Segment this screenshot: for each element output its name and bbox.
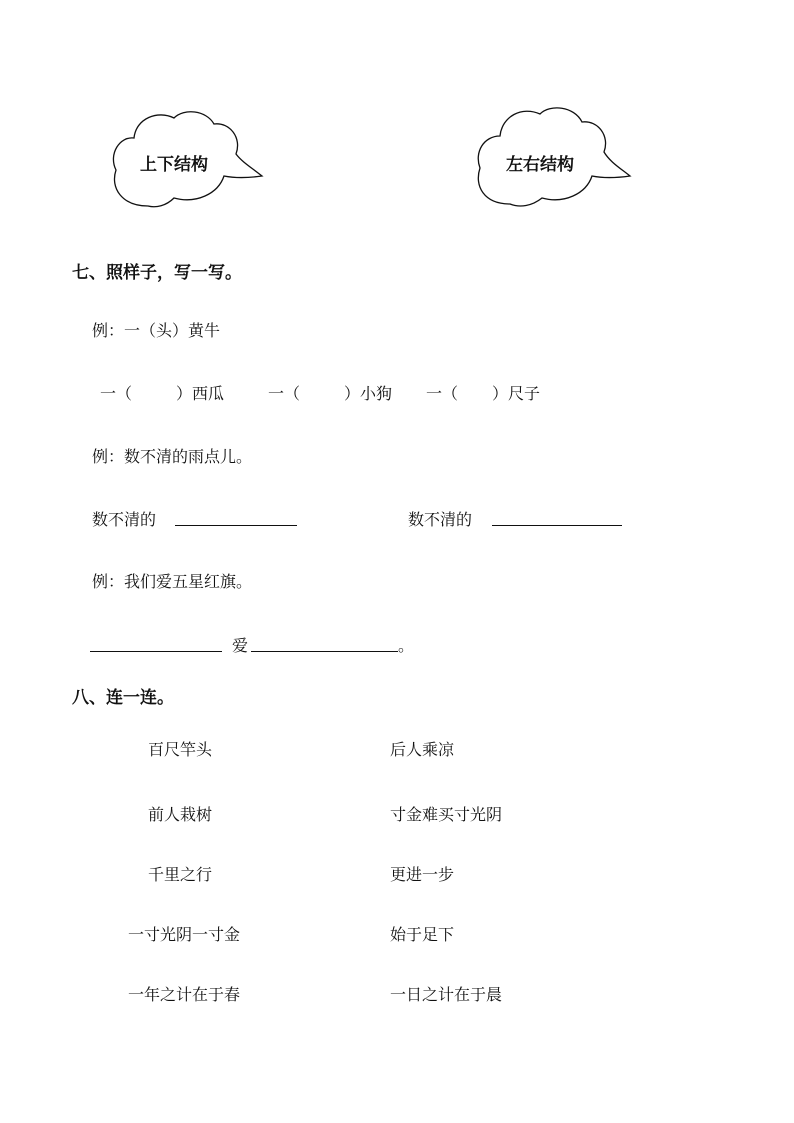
fill-3-blank-object[interactable] — [251, 651, 398, 652]
match-left-5[interactable]: 一年之计在于春 — [128, 985, 241, 1004]
match-right-2[interactable]: 寸金难买寸光阴 — [390, 805, 503, 824]
fill-2-b-blank[interactable] — [492, 525, 622, 526]
match-right-5[interactable]: 一日之计在于晨 — [390, 985, 503, 1004]
section-7-heading: 七、照样子，写一写。 — [72, 263, 242, 283]
fill-2-b-prefix: 数不清的 — [408, 510, 473, 529]
example-1: 例：一（头）黄牛 — [92, 321, 221, 340]
cloud-label-top-bottom: 上下结构 — [140, 155, 208, 175]
fill-3-blank-subject[interactable] — [90, 651, 222, 652]
cloud-label-left-right: 左右结构 — [506, 155, 574, 175]
fill-1-a-prefix: 一（ — [100, 384, 133, 403]
fill-1-c-suffix: ）尺子 — [492, 384, 541, 403]
match-left-2[interactable]: 前人栽树 — [148, 805, 213, 824]
match-left-1[interactable]: 百尺竿头 — [148, 740, 213, 759]
match-left-3[interactable]: 千里之行 — [148, 865, 213, 884]
match-right-4[interactable]: 始于足下 — [390, 925, 455, 944]
section-8-heading: 八、连一连。 — [72, 688, 174, 708]
match-right-1[interactable]: 后人乘凉 — [390, 740, 455, 759]
fill-3-end-mark: 。 — [398, 636, 415, 655]
fill-1-b-suffix: ）小狗 — [344, 384, 393, 403]
cloud-shape-right — [474, 104, 634, 212]
fill-2-a-blank[interactable] — [175, 525, 297, 526]
fill-row-1 — [100, 381, 700, 405]
match-left-4[interactable]: 一寸光阴一寸金 — [128, 925, 241, 944]
fill-3-verb: 爱 — [232, 636, 249, 655]
fill-1-c-prefix: 一（ — [426, 384, 459, 403]
match-right-3[interactable]: 更进一步 — [390, 865, 455, 884]
example-2: 例：数不清的雨点儿。 — [92, 447, 253, 466]
fill-2-a-prefix: 数不清的 — [92, 510, 157, 529]
fill-1-b-prefix: 一（ — [268, 384, 301, 403]
example-3: 例：我们爱五星红旗。 — [92, 572, 253, 591]
fill-1-a-suffix: ）西瓜 — [176, 384, 225, 403]
cloud-shape-left — [108, 108, 268, 213]
